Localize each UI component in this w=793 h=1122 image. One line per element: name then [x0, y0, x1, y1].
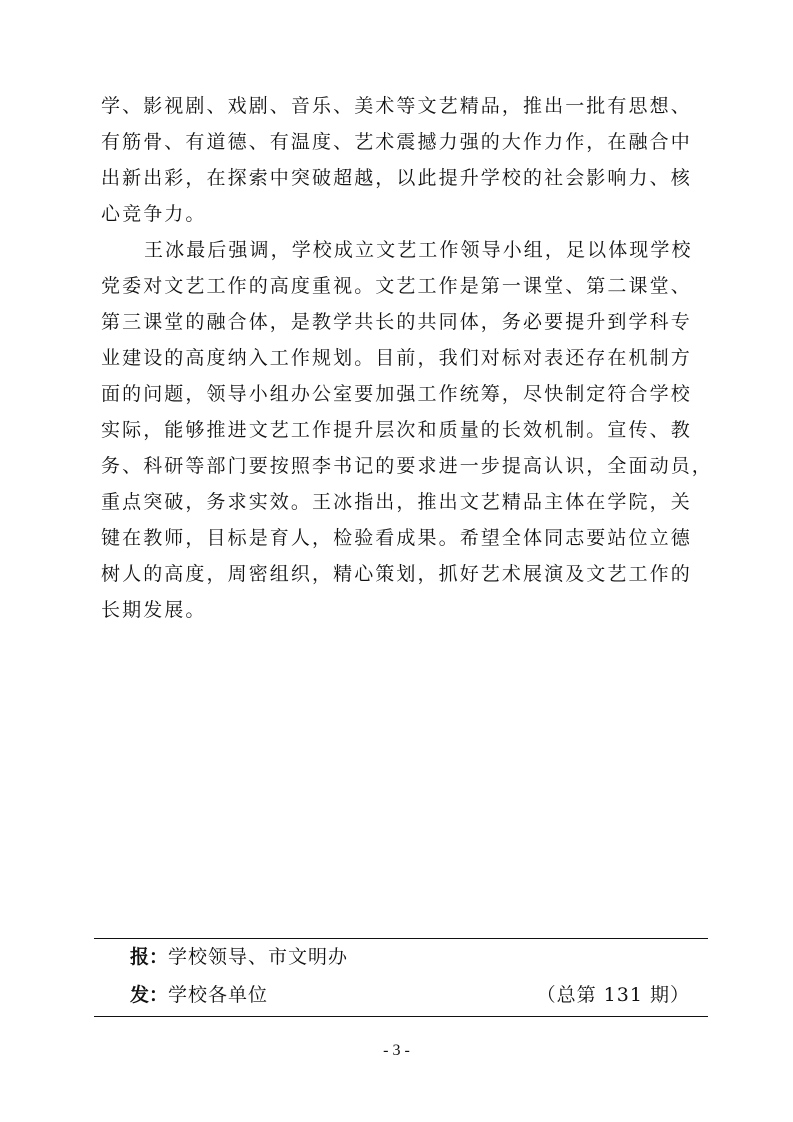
paragraph-line: 实际，能够推进文艺工作提升层次和质量的长效机制。宣传、教 [101, 419, 692, 441]
paragraph-line: 党委对文艺工作的高度重视。文艺工作是第一课堂、第二课堂、 [101, 275, 692, 297]
send-to-row [130, 980, 690, 1010]
paragraph-line: 王冰最后强调，学校成立文艺工作领导小组，足以体现学校 [144, 239, 693, 261]
paragraph-line: 务、科研等部门要按照李书记的要求进一步提高认识，全面动员， [101, 455, 713, 477]
page-number: - 3 - [383, 1042, 410, 1059]
paragraph-line: 有筋骨、有道德、有温度、艺术震撼力强的大作力作，在融合中 [101, 131, 692, 153]
paragraph-line: 重点突破，务求实效。王冰指出，推出文艺精品主体在学院，关 [101, 491, 692, 513]
paragraph-line: 第三课堂的融合体，是教学共长的共同体，务必要提升到学科专 [101, 311, 692, 333]
issue-number: （总第 131 期） [536, 984, 690, 1006]
paragraph-line: 学、影视剧、戏剧、音乐、美术等文艺精品，推出一批有思想、 [101, 95, 692, 117]
send-recipients: 学校各单位 [168, 984, 269, 1006]
report-label: 报： [130, 946, 169, 968]
report-recipients: 学校领导、市文明办 [168, 946, 349, 968]
paragraph-line: 键在教师，目标是育人，检验看成果。希望全体同志要站位立德 [101, 527, 692, 549]
body-text [101, 88, 713, 628]
paragraph-line: 树人的高度，周密组织，精心策划，抓好艺术展演及文艺工作的 [101, 563, 692, 585]
paragraph-line: 业建设的高度纳入工作规划。目前，我们对标对表还存在机制方 [101, 347, 692, 369]
paragraph-line: 面的问题，领导小组办公室要加强工作统筹，尽快制定符合学校 [101, 383, 692, 405]
distribution-bottom-rule [94, 1016, 708, 1017]
report-to-row [130, 942, 690, 972]
paragraph-line: 长期发展。 [101, 599, 207, 621]
distribution-top-rule [94, 938, 708, 939]
paragraph-line: 出新出彩，在探索中突破超越，以此提升学校的社会影响力、核 [101, 167, 692, 189]
paragraph-line: 心竞争力。 [101, 203, 207, 225]
send-label: 发： [130, 984, 169, 1006]
